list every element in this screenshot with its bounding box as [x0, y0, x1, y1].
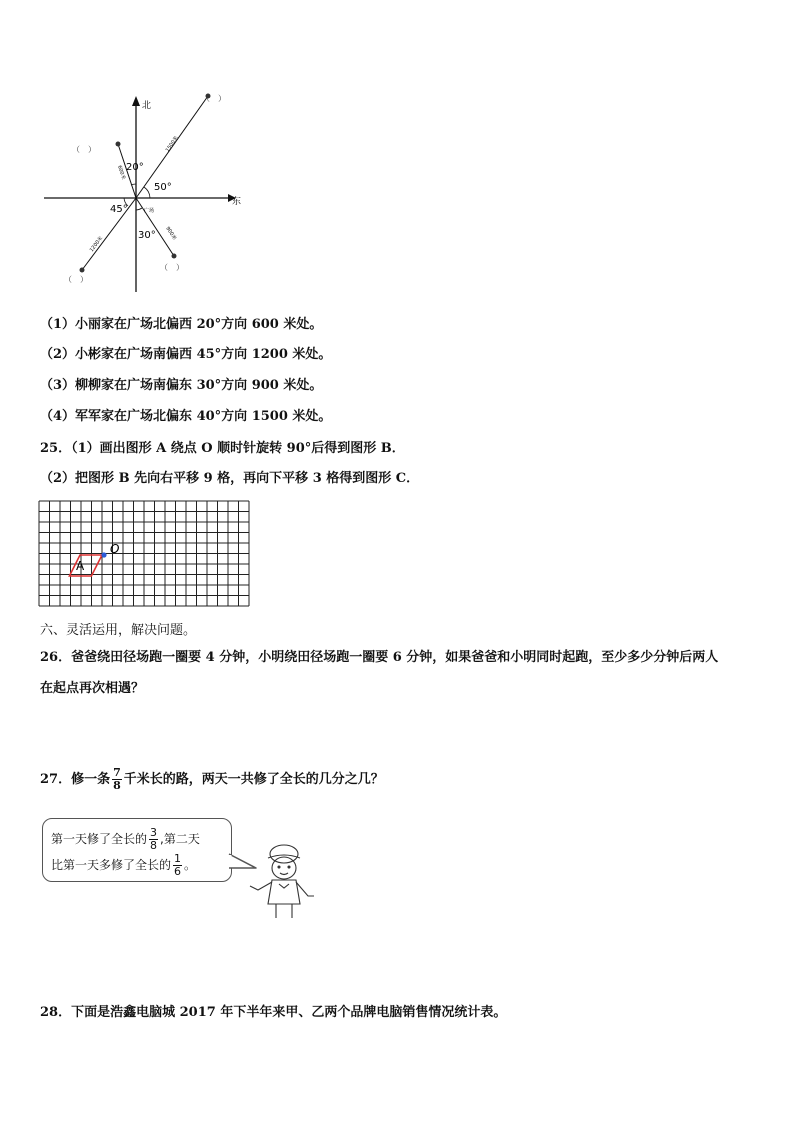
center-label: 广场	[144, 208, 155, 214]
blank-nw: （ ）	[72, 145, 96, 154]
q24-item-2: （2）小彬家在广场南偏西 45°方向 1200 米处。	[40, 347, 332, 362]
q27-fraction: $\frac{7}{8}$	[113, 766, 121, 792]
point-sw	[80, 268, 85, 273]
q25-line-1: 25．（1）画出图形 A 绕点 O 顺时针旋转 90°后得到图形 B．	[40, 441, 405, 456]
shape-a-parallelogram	[69, 555, 102, 576]
q24-item-4: （4）军军家在广场北偏东 40°方向 1500 米处。	[40, 409, 332, 424]
distance-1500-label: 1500米	[164, 135, 180, 154]
distance-1200-label: 1200米	[88, 235, 105, 254]
q25-line-2: （2）把图形 B 先向右平移 9 格，再向下平移 3 格得到图形 C．	[40, 471, 420, 486]
distance-600-label: 600米	[116, 164, 127, 181]
q28-line: 28．下面是浩鑫电脑城 2017 年下半年来甲、乙两个品牌电脑销售情况统计表。	[40, 1005, 507, 1020]
point-o-label: O	[110, 542, 120, 556]
q27-suffix: 千米长的路，两天一共修了全长的几分之几？	[123, 772, 384, 787]
bubble-fraction-2: $\frac{1}{6}$	[174, 852, 182, 878]
north-label: 北	[142, 101, 152, 111]
point-o	[101, 552, 106, 557]
bubble-line-1: 第一天修了全长的 $\frac{3}{8}$ ,第二天	[51, 826, 200, 852]
blank-se: （ ）	[160, 263, 184, 272]
q27-question	[40, 767, 384, 792]
blank-sw: （ ）	[64, 275, 88, 284]
q27-prefix: 27．修一条	[40, 772, 111, 787]
q24-item-3: （3）柳柳家在广场南偏东 30°方向 900 米处。	[40, 378, 323, 393]
point-se	[172, 254, 177, 259]
shape-a-label: A	[76, 559, 85, 573]
east-label: 东	[232, 197, 242, 207]
point-nw	[116, 142, 121, 147]
compass-diagram	[40, 88, 260, 298]
distance-900-label: 900米	[164, 225, 178, 242]
q26-line-1: 26．爸爸绕田径场跑一圈要 4 分钟，小明绕田径场跑一圈要 6 分钟，如果爸爸和小明同时起跑，至少多少分钟后两人	[40, 650, 719, 665]
square-grid	[38, 500, 256, 610]
section-6-heading: 六、灵活运用，解决问题。	[40, 623, 197, 638]
north-arrow-icon	[132, 96, 140, 106]
angle-50-label: 50°	[154, 182, 172, 193]
angle-45-label: 45°	[110, 204, 128, 215]
boy-illustration-icon	[246, 840, 318, 920]
blank-ne: （ ）	[202, 94, 226, 103]
speech-bubble	[42, 818, 232, 882]
angle-20-label: 20°	[126, 162, 144, 173]
q26-line-2: 在起点再次相遇？	[40, 681, 145, 696]
angle-30-label: 30°	[138, 230, 156, 241]
ray-sw-1200	[82, 198, 136, 270]
bubble-fraction-1: $\frac{3}{8}$	[150, 826, 158, 852]
bubble-line-2: 比第一天多修了全长的 $\frac{1}{6}$ 。	[51, 852, 197, 878]
q24-item-1: （1）小丽家在广场北偏西 20°方向 600 米处。	[40, 317, 323, 332]
